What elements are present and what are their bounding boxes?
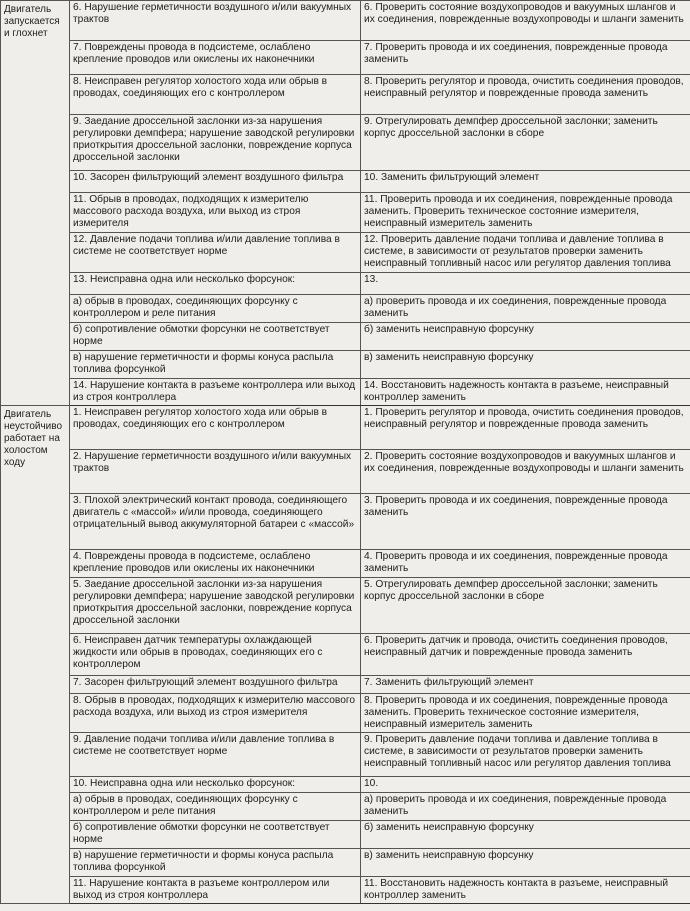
table-row: [1, 233, 690, 273]
cause-cell: 13. Неисправна одна или несколько форсунок:: [70, 273, 361, 295]
symptom-cell: Двигатель запускается и глохнет: [1, 1, 70, 406]
remedy-cell: 2. Проверить состояние воздухопроводов и вакуумных шлангов и их соединения, поврежденные воздухопроводы и шланги заменить: [361, 450, 690, 494]
table-row: [1, 273, 690, 295]
cause-cell: 2. Нарушение герметичности воздушного и/или вакуумных трактов: [70, 450, 361, 494]
table-row: [1, 821, 690, 849]
table-row: [1, 550, 690, 578]
cause-cell: в) нарушение герметичности и формы конуса распыла топлива форсункой: [70, 849, 361, 877]
remedy-cell: 10.: [361, 777, 690, 793]
table-row: [1, 733, 690, 777]
cause-cell: 5. Заедание дроссельной заслонки из-за нарушения регулировки демпфера; нарушение заводской регулировки приоткрытия дроссельной заслонки, повреждение корпуса дроссельной заслонки: [70, 578, 361, 634]
remedy-cell: 10. Заменить фильтрующий элемент: [361, 171, 690, 193]
remedy-cell: а) проверить провода и их соединения, поврежденные провода заменить: [361, 793, 690, 821]
remedy-cell: 7. Заменить фильтрующий элемент: [361, 676, 690, 694]
table-row: [1, 877, 690, 904]
remedy-cell: 4. Проверить провода и их соединения, поврежденные провода заменить: [361, 550, 690, 578]
cause-cell: 8. Обрыв в проводах, подходящих к измерителю массового расхода воздуха, или выход из строя измерителя: [70, 694, 361, 733]
remedy-cell: 13.: [361, 273, 690, 295]
remedy-cell: а) проверить провода и их соединения, поврежденные провода заменить: [361, 295, 690, 323]
cause-cell: б) сопротивление обмотки форсунки не соответствует норме: [70, 323, 361, 351]
cause-cell: 3. Плохой электрический контакт провода, соединяющего двигатель с «массой» и/или провода, соединяющего отрицательный вывод аккумуляторной батареи с «массой»: [70, 494, 361, 550]
table-row: [1, 694, 690, 733]
remedy-cell: 7. Проверить провода и их соединения, поврежденные провода заменить: [361, 41, 690, 75]
remedy-cell: 1. Проверить регулятор и провода, очистить соединения проводов, неисправный регулятор и поврежденные провода заменить: [361, 406, 690, 450]
cause-cell: 1. Неисправен регулятор холостого хода или обрыв в проводах, соединяющих его с контроллером: [70, 406, 361, 450]
cause-cell: 11. Нарушение контакта в разъеме контроллером или выход из строя контроллера: [70, 877, 361, 904]
cause-cell: 7. Повреждены провода в подсистеме, ослаблено крепление проводов или окислены их наконечники: [70, 41, 361, 75]
remedy-cell: в) заменить неисправную форсунку: [361, 351, 690, 379]
table-row: [1, 379, 690, 406]
cause-cell: 6. Неисправен датчик температуры охлаждающей жидкости или обрыв в проводах, соединяющих его с контроллером: [70, 634, 361, 676]
remedy-cell: в) заменить неисправную форсунку: [361, 849, 690, 877]
table-row: [1, 793, 690, 821]
cause-cell: в) нарушение герметичности и формы конуса распыла топлива форсункой: [70, 351, 361, 379]
remedy-cell: 3. Проверить провода и их соединения, поврежденные провода заменить: [361, 494, 690, 550]
remedy-cell: б) заменить неисправную форсунку: [361, 821, 690, 849]
table-row: [1, 171, 690, 193]
table-row: [1, 1, 690, 41]
cause-cell: 10. Засорен фильтрующий элемент воздушного фильтра: [70, 171, 361, 193]
remedy-cell: 6. Проверить датчик и провода, очистить соединения проводов, неисправный датчик и поврежденные провода заменить: [361, 634, 690, 676]
remedy-cell: 11. Проверить провода и их соединения, поврежденные провода заменить. Проверить техническое состояние измерителя, неисправный измеритель заменить: [361, 193, 690, 233]
cause-cell: 9. Заедание дроссельной заслонки из-за нарушения регулировки демпфера; нарушение заводской регулировки приоткрытия дроссельной заслонки, повреждение корпуса дроссельной заслонки: [70, 115, 361, 171]
table-row: [1, 115, 690, 171]
cause-cell: 4. Повреждены провода в подсистеме, ослаблено крепление проводов или окислены их наконечники: [70, 550, 361, 578]
cause-cell: 12. Давление подачи топлива и/или давление топлива в системе не соответствует норме: [70, 233, 361, 273]
symptom-cell: Двигатель неустойчиво работает на холостом ходу: [1, 406, 70, 904]
remedy-cell: 12. Проверить давление подачи топлива и давление топлива в системе, в зависимости от результатов проверки заменить неисправный топливный насос или регулятор давления топлива: [361, 233, 690, 273]
cause-cell: а) обрыв в проводах, соединяющих форсунку с контроллером и реле питания: [70, 793, 361, 821]
table-row: [1, 75, 690, 115]
cause-cell: 11. Обрыв в проводах, подходящих к измерителю массового расхода воздуха, или выход из строя измерителя: [70, 193, 361, 233]
cause-cell: 6. Нарушение герметичности воздушного и/или вакуумных трактов: [70, 1, 361, 41]
table-row: [1, 849, 690, 877]
table-row: [1, 406, 690, 450]
table-body: [1, 1, 690, 904]
cause-cell: а) обрыв в проводах, соединяющих форсунку с контроллером и реле питания: [70, 295, 361, 323]
table-row: [1, 323, 690, 351]
remedy-cell: 9. Отрегулировать демпфер дроссельной заслонки; заменить корпус дроссельной заслонки в сборе: [361, 115, 690, 171]
table-row: [1, 295, 690, 323]
cause-cell: б) сопротивление обмотки форсунки не соответствует норме: [70, 821, 361, 849]
cause-cell: 10. Неисправна одна или несколько форсунок:: [70, 777, 361, 793]
cause-cell: 9. Давление подачи топлива и/или давление топлива в системе не соответствует норме: [70, 733, 361, 777]
remedy-cell: 5. Отрегулировать демпфер дроссельной заслонки; заменить корпус дроссельной заслонки в сборе: [361, 578, 690, 634]
table-row: [1, 494, 690, 550]
table-row: [1, 450, 690, 494]
table-row: [1, 777, 690, 793]
table-row: [1, 193, 690, 233]
remedy-cell: 14. Восстановить надежность контакта в разъеме, неисправный контроллер заменить: [361, 379, 690, 406]
remedy-cell: 11. Восстановить надежность контакта в разъеме, неисправный контроллер заменить: [361, 877, 690, 904]
remedy-cell: 8. Проверить провода и их соединения, поврежденные провода заменить. Проверить техническое состояние измерителя, неисправный измеритель заменить: [361, 694, 690, 733]
remedy-cell: б) заменить неисправную форсунку: [361, 323, 690, 351]
table-row: [1, 676, 690, 694]
cause-cell: 14. Нарушение контакта в разъеме контроллера или выход из строя контроллера: [70, 379, 361, 406]
cause-cell: 7. Засорен фильтрующий элемент воздушного фильтра: [70, 676, 361, 694]
remedy-cell: 6. Проверить состояние воздухопроводов и вакуумных шлангов и их соединения, поврежденные воздухопроводы и шланги заменить: [361, 1, 690, 41]
table-row: [1, 41, 690, 75]
table-row: [1, 351, 690, 379]
table-row: [1, 634, 690, 676]
table-row: [1, 578, 690, 634]
cause-cell: 8. Неисправен регулятор холостого хода или обрыв в проводах, соединяющих его с контроллером: [70, 75, 361, 115]
remedy-cell: 8. Проверить регулятор и провода, очистить соединения проводов, неисправный регулятор и поврежденные провода заменить: [361, 75, 690, 115]
remedy-cell: 9. Проверить давление подачи топлива и давление топлива в системе, в зависимости от результатов проверки заменить неисправный топливный насос или регулятор давления топлива: [361, 733, 690, 777]
